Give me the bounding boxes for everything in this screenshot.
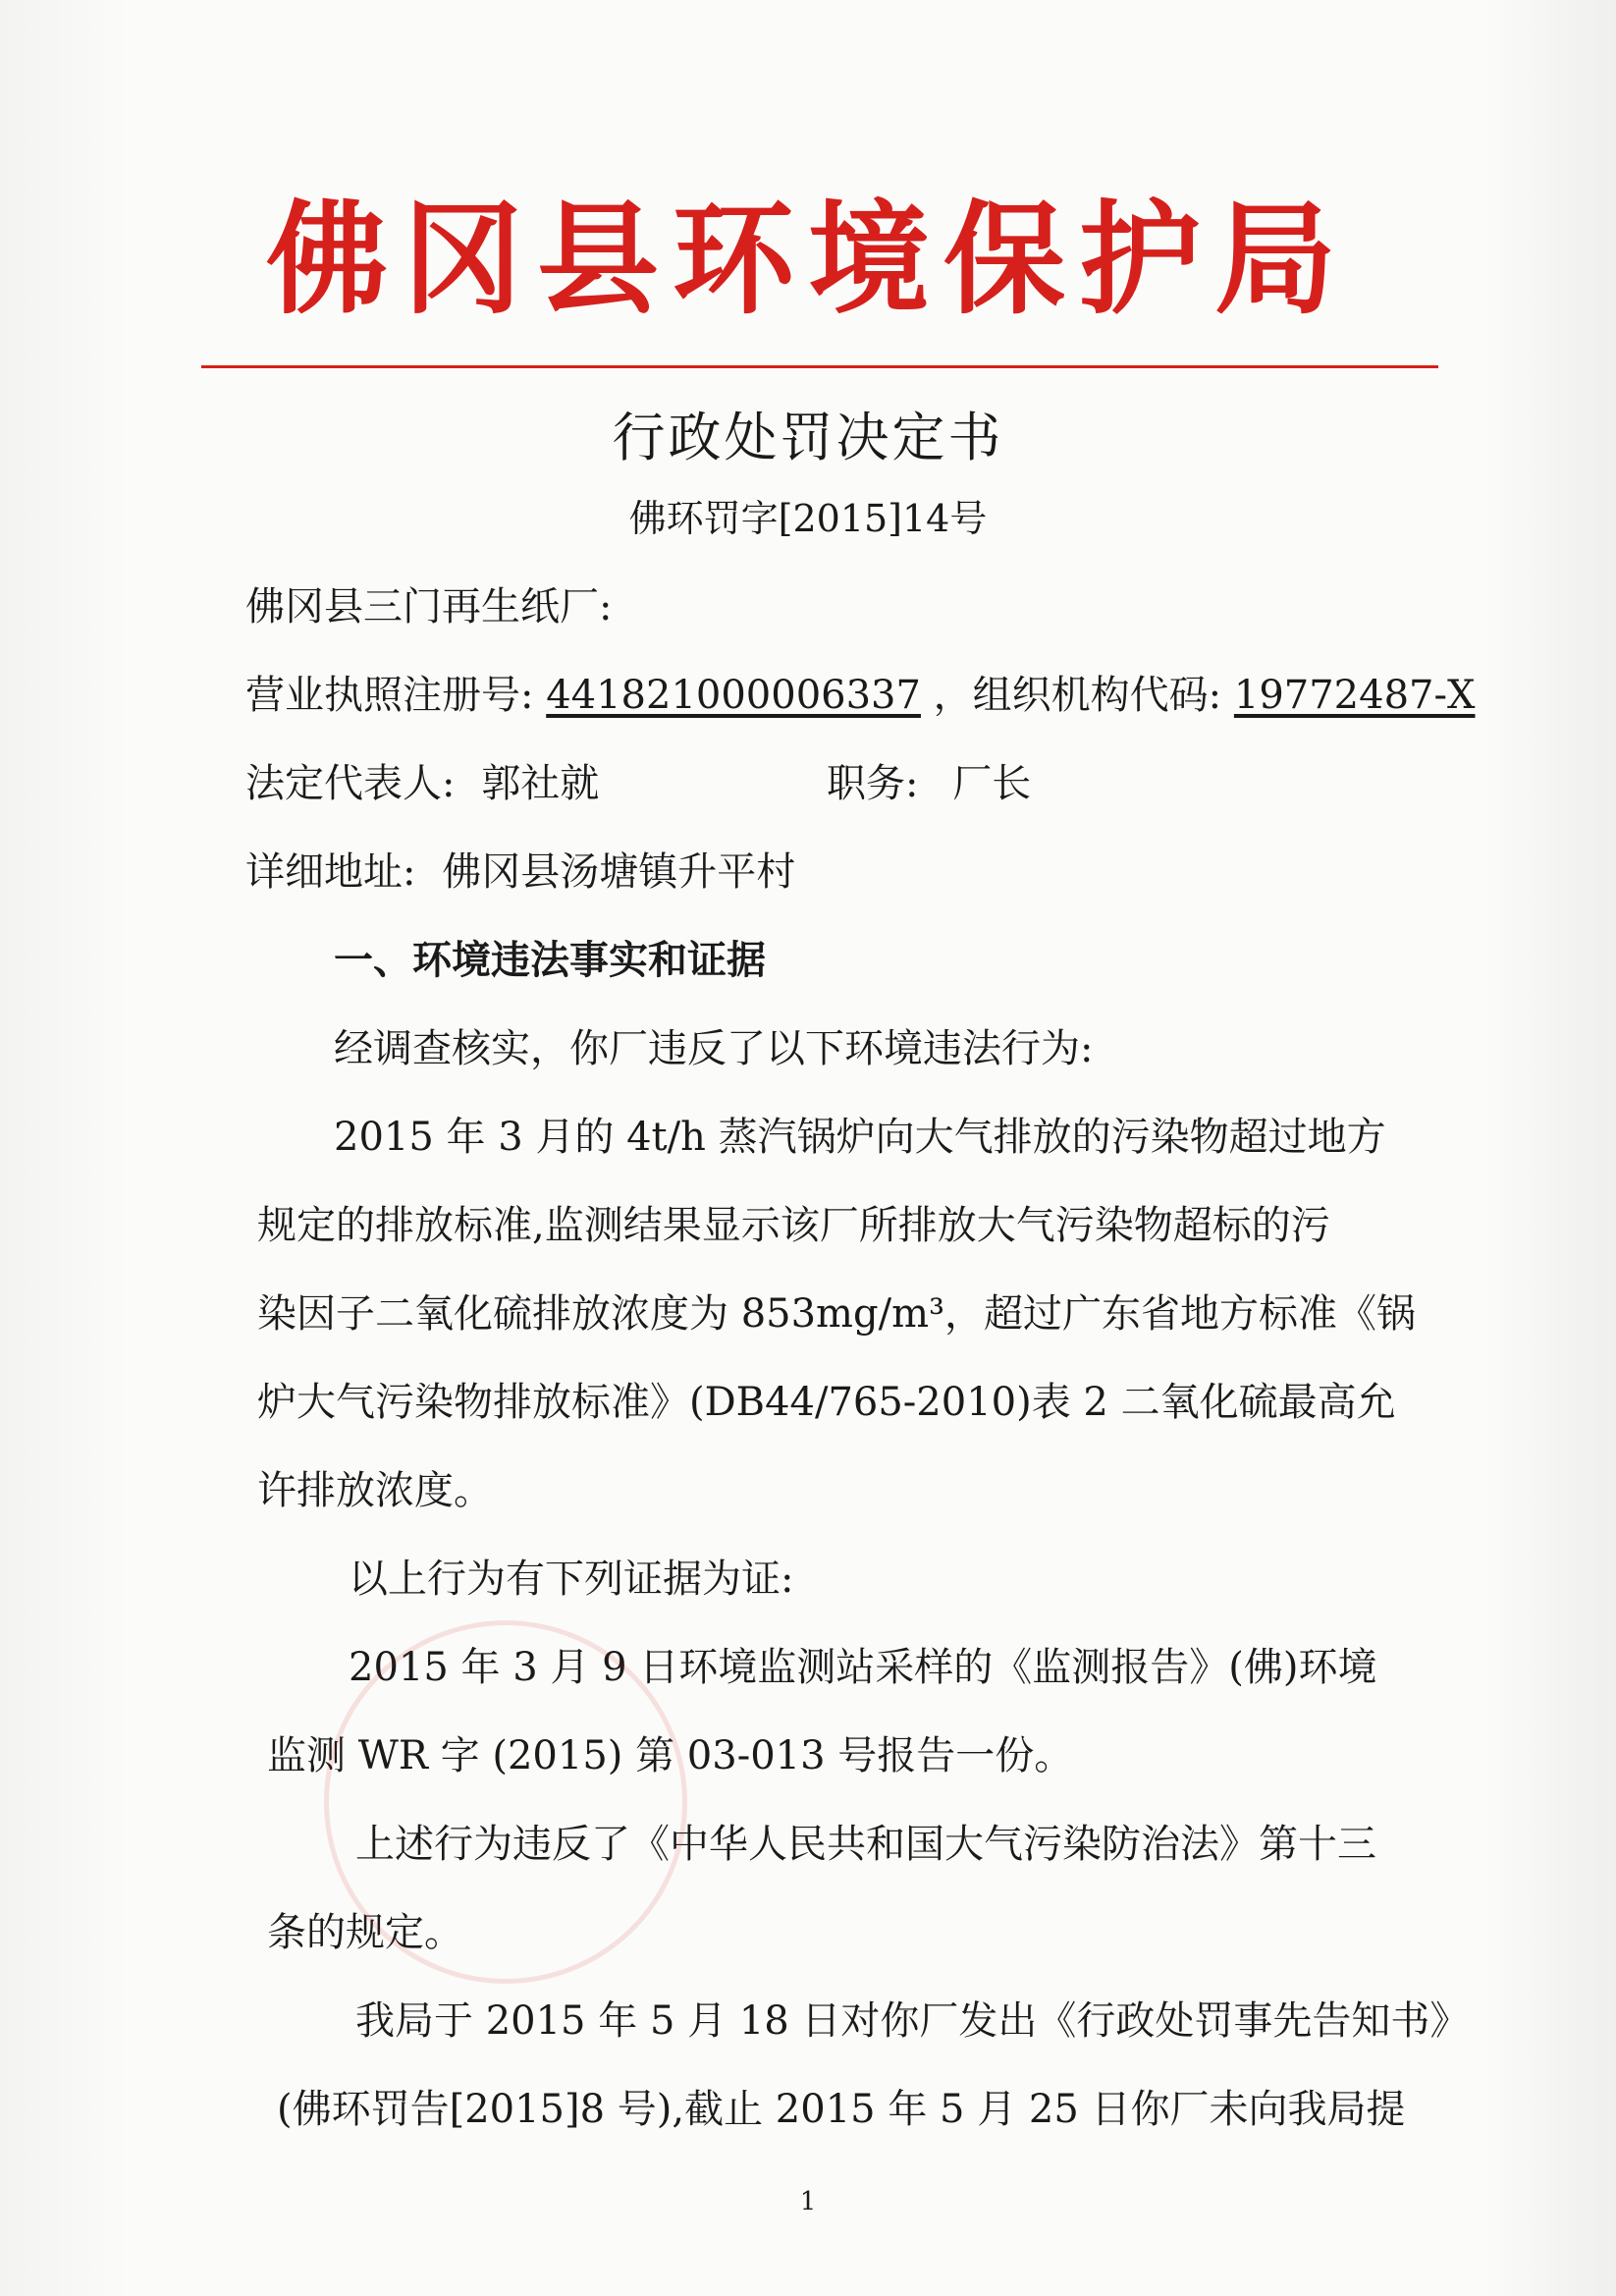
address-row <box>245 843 795 902</box>
org-code-label: ，组织机构代码: <box>933 673 1222 718</box>
body-line: 许排放浓度。 <box>257 1468 493 1513</box>
position-row <box>827 754 1031 813</box>
faint-official-seal <box>324 1620 687 1984</box>
body-line: 经调查核实，你厂违反了以下环境违法行为: <box>334 1026 1094 1071</box>
body-line: (佛环罚告[2015]8 号),截止 2015 年 5 月 25 日你厂未向我局提 <box>277 2087 1406 2132</box>
body-line: 2015 年 3 月 9 日环境监测站采样的《监测报告》(佛)环境 <box>349 1645 1377 1690</box>
page-number: 1 <box>799 2187 817 2216</box>
issuing-authority-title: 佛冈县环境保护局 <box>265 189 1350 331</box>
position-value: 厂长 <box>952 761 1032 806</box>
section-heading: 一、环境违法事实和证据 <box>334 937 766 983</box>
org-code: 19772487-X <box>1233 673 1476 718</box>
body-line: 监测 WR 字 (2015) 第 03-013 号报告一份。 <box>267 1733 1074 1778</box>
position-label: 职务: <box>827 761 919 806</box>
document-title: 行政处罚决定书 <box>612 407 1004 468</box>
address-value: 佛冈县汤塘镇升平村 <box>442 849 796 895</box>
representative-label: 法定代表人: <box>245 761 456 806</box>
body-line: 上述行为违反了《中华人民共和国大气污染防治法》第十三 <box>355 1822 1376 1867</box>
representative-name: 郭社就 <box>481 761 600 806</box>
red-header-rule <box>201 365 1438 368</box>
body-line: 以上行为有下列证据为证: <box>349 1557 794 1602</box>
body-line: 炉大气污染物排放标准》(DB44/765-2010)表 2 二氧化硫最高允 <box>257 1380 1396 1425</box>
document-number: 佛环罚字[2015]14号 <box>628 497 988 540</box>
body-line: 染因子二氧化硫排放浓度为 853mg/m³，超过广东省地方标准《锅 <box>257 1291 1417 1337</box>
party-name: 佛冈县三门再生纸厂: <box>245 584 613 629</box>
license-number: 441821000006337 <box>546 673 921 718</box>
license-row <box>245 666 1475 725</box>
body-line: 规定的排放标准,监测结果显示该厂所排放大气污染物超标的污 <box>257 1203 1330 1248</box>
license-label: 营业执照注册号: <box>245 673 534 718</box>
body-line: 2015 年 3 月的 4t/h 蒸汽锅炉向大气排放的污染物超过地方 <box>334 1115 1386 1160</box>
body-line: 我局于 2015 年 5 月 18 日对你厂发出《行政处罚事先告知书》 <box>355 1998 1470 2044</box>
address-label: 详细地址: <box>245 849 416 895</box>
representative-row <box>245 754 599 813</box>
body-line: 条的规定。 <box>267 1910 463 1955</box>
